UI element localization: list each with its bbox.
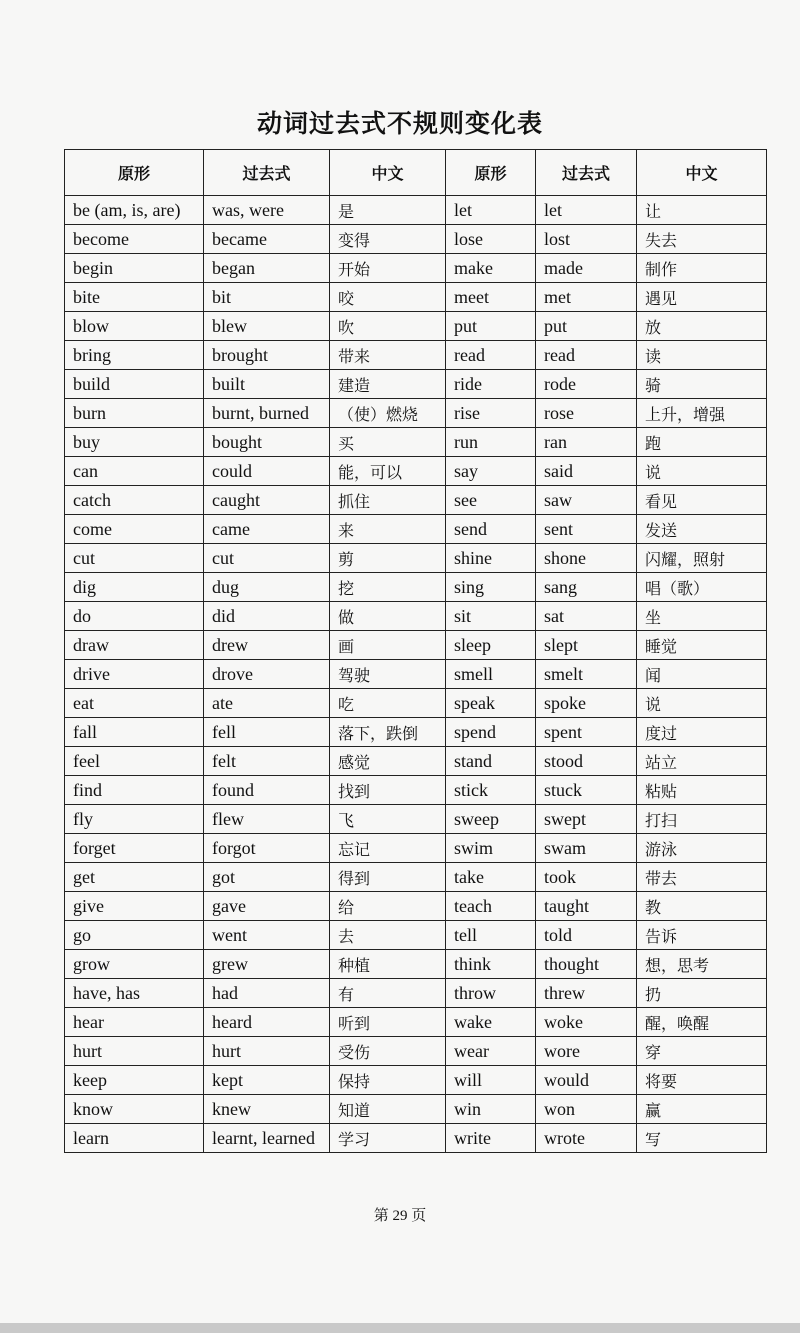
cell-past-tense: began [204, 254, 330, 283]
cell-chinese: 找到 [330, 776, 446, 805]
table-row [65, 1095, 767, 1124]
cell-chinese: 吃 [330, 689, 446, 718]
cell-base-form-2: teach [446, 892, 536, 921]
table-row [65, 283, 767, 312]
cell-past-tense-2: spent [536, 718, 637, 747]
table-row [65, 515, 767, 544]
cell-past-tense-2: said [536, 457, 637, 486]
cell-chinese: 学习 [330, 1124, 446, 1153]
cell-past-tense: was, were [204, 196, 330, 225]
cell-base-form: fall [65, 718, 204, 747]
cell-chinese: 买 [330, 428, 446, 457]
cell-base-form: have, has [65, 979, 204, 1008]
cell-past-tense-2: rose [536, 399, 637, 428]
cell-past-tense-2: stood [536, 747, 637, 776]
cell-base-form: buy [65, 428, 204, 457]
cell-past-tense: knew [204, 1095, 330, 1124]
cell-base-form: get [65, 863, 204, 892]
cell-chinese-2: 带去 [637, 863, 767, 892]
cell-base-form-2: rise [446, 399, 536, 428]
table-row [65, 486, 767, 515]
cell-chinese-2: 闻 [637, 660, 767, 689]
cell-past-tense: forgot [204, 834, 330, 863]
cell-chinese-2: 放 [637, 312, 767, 341]
cell-chinese-2: 扔 [637, 979, 767, 1008]
cell-past-tense-2: met [536, 283, 637, 312]
cell-past-tense-2: swam [536, 834, 637, 863]
cell-chinese: 能，可以 [330, 457, 446, 486]
cell-chinese: 飞 [330, 805, 446, 834]
cell-chinese-2: 写 [637, 1124, 767, 1153]
cell-base-form-2: will [446, 1066, 536, 1095]
cell-base-form: forget [65, 834, 204, 863]
cell-base-form: become [65, 225, 204, 254]
cell-base-form-2: think [446, 950, 536, 979]
table-row [65, 776, 767, 805]
cell-past-tense-2: spoke [536, 689, 637, 718]
cell-chinese-2: 闪耀，照射 [637, 544, 767, 573]
cell-past-tense-2: woke [536, 1008, 637, 1037]
table-row [65, 399, 767, 428]
cell-past-tense-2: stuck [536, 776, 637, 805]
cell-base-form-2: meet [446, 283, 536, 312]
cell-past-tense: burnt, burned [204, 399, 330, 428]
header-past-tense-2: 过去式 [536, 150, 637, 196]
cell-base-form-2: read [446, 341, 536, 370]
cell-chinese-2: 穿 [637, 1037, 767, 1066]
cell-chinese-2: 说 [637, 689, 767, 718]
cell-chinese-2: 游泳 [637, 834, 767, 863]
cell-base-form: learn [65, 1124, 204, 1153]
cell-base-form: do [65, 602, 204, 631]
cell-base-form: hear [65, 1008, 204, 1037]
cell-past-tense-2: won [536, 1095, 637, 1124]
table-row [65, 718, 767, 747]
header-chinese-2: 中文 [637, 150, 767, 196]
table-row [65, 370, 767, 399]
cell-chinese: （使）燃烧 [330, 399, 446, 428]
cell-past-tense: found [204, 776, 330, 805]
cell-chinese-2: 跑 [637, 428, 767, 457]
cell-base-form: burn [65, 399, 204, 428]
cell-past-tense: bought [204, 428, 330, 457]
cell-past-tense: fell [204, 718, 330, 747]
cell-chinese-2: 失去 [637, 225, 767, 254]
cell-chinese-2: 发送 [637, 515, 767, 544]
cell-past-tense: felt [204, 747, 330, 776]
cell-past-tense: built [204, 370, 330, 399]
table-row [65, 863, 767, 892]
cell-chinese-2: 站立 [637, 747, 767, 776]
cell-chinese-2: 制作 [637, 254, 767, 283]
cell-base-form-2: lose [446, 225, 536, 254]
cell-base-form-2: let [446, 196, 536, 225]
cell-base-form: cut [65, 544, 204, 573]
cell-past-tense-2: took [536, 863, 637, 892]
cell-past-tense: drew [204, 631, 330, 660]
cell-past-tense: blew [204, 312, 330, 341]
cell-chinese-2: 骑 [637, 370, 767, 399]
cell-base-form-2: sleep [446, 631, 536, 660]
cell-past-tense-2: lost [536, 225, 637, 254]
cell-past-tense-2: smelt [536, 660, 637, 689]
cell-past-tense-2: rode [536, 370, 637, 399]
cell-past-tense-2: threw [536, 979, 637, 1008]
cell-base-form-2: stick [446, 776, 536, 805]
cell-chinese: 落下，跌倒 [330, 718, 446, 747]
cell-past-tense: bit [204, 283, 330, 312]
cell-base-form-2: take [446, 863, 536, 892]
cell-base-form-2: see [446, 486, 536, 515]
cell-chinese: 得到 [330, 863, 446, 892]
cell-base-form-2: speak [446, 689, 536, 718]
cell-base-form-2: make [446, 254, 536, 283]
cell-chinese-2: 打扫 [637, 805, 767, 834]
cell-base-form: can [65, 457, 204, 486]
cell-chinese-2: 说 [637, 457, 767, 486]
table-row [65, 312, 767, 341]
cell-past-tense-2: made [536, 254, 637, 283]
cell-chinese: 是 [330, 196, 446, 225]
cell-base-form: draw [65, 631, 204, 660]
cell-past-tense: kept [204, 1066, 330, 1095]
cell-past-tense-2: taught [536, 892, 637, 921]
cell-chinese-2: 读 [637, 341, 767, 370]
cell-past-tense: cut [204, 544, 330, 573]
cell-chinese: 剪 [330, 544, 446, 573]
table-row [65, 1037, 767, 1066]
cell-chinese: 吹 [330, 312, 446, 341]
cell-past-tense: drove [204, 660, 330, 689]
cell-base-form: grow [65, 950, 204, 979]
cell-chinese-2: 粘贴 [637, 776, 767, 805]
cell-base-form: fly [65, 805, 204, 834]
cell-past-tense: could [204, 457, 330, 486]
cell-base-form-2: send [446, 515, 536, 544]
cell-base-form: come [65, 515, 204, 544]
cell-chinese: 感觉 [330, 747, 446, 776]
cell-chinese-2: 遇见 [637, 283, 767, 312]
cell-chinese: 变得 [330, 225, 446, 254]
cell-base-form-2: shine [446, 544, 536, 573]
cell-chinese: 听到 [330, 1008, 446, 1037]
cell-past-tense-2: wrote [536, 1124, 637, 1153]
cell-chinese-2: 唱（歌） [637, 573, 767, 602]
table-row [65, 1066, 767, 1095]
cell-chinese-2: 教 [637, 892, 767, 921]
cell-chinese: 种植 [330, 950, 446, 979]
table-row [65, 544, 767, 573]
cell-past-tense-2: thought [536, 950, 637, 979]
cell-chinese-2: 坐 [637, 602, 767, 631]
header-base-form-2: 原形 [446, 150, 536, 196]
table-row [65, 225, 767, 254]
cell-base-form: go [65, 921, 204, 950]
cell-chinese-2: 赢 [637, 1095, 767, 1124]
cell-past-tense-2: would [536, 1066, 637, 1095]
cell-past-tense-2: put [536, 312, 637, 341]
cell-chinese: 建造 [330, 370, 446, 399]
table-row [65, 1008, 767, 1037]
table-row [65, 341, 767, 370]
cell-base-form-2: sit [446, 602, 536, 631]
table-row [65, 805, 767, 834]
cell-past-tense: gave [204, 892, 330, 921]
cell-past-tense: dug [204, 573, 330, 602]
cell-chinese-2: 醒，唤醒 [637, 1008, 767, 1037]
cell-base-form: build [65, 370, 204, 399]
cell-chinese: 挖 [330, 573, 446, 602]
table-row [65, 834, 767, 863]
table-row [65, 921, 767, 950]
cell-chinese: 咬 [330, 283, 446, 312]
cell-chinese: 来 [330, 515, 446, 544]
cell-base-form-2: write [446, 1124, 536, 1153]
cell-base-form-2: tell [446, 921, 536, 950]
cell-chinese: 给 [330, 892, 446, 921]
table-row [65, 1124, 767, 1153]
table-row [65, 892, 767, 921]
table-body [65, 196, 767, 1153]
cell-past-tense: got [204, 863, 330, 892]
cell-past-tense-2: slept [536, 631, 637, 660]
cell-chinese-2: 看见 [637, 486, 767, 515]
cell-base-form: blow [65, 312, 204, 341]
cell-base-form: be (am, is, are) [65, 196, 204, 225]
table-row [65, 254, 767, 283]
cell-base-form-2: put [446, 312, 536, 341]
cell-base-form-2: win [446, 1095, 536, 1124]
cell-chinese: 有 [330, 979, 446, 1008]
cell-chinese: 知道 [330, 1095, 446, 1124]
header-chinese: 中文 [330, 150, 446, 196]
cell-base-form: dig [65, 573, 204, 602]
table-row [65, 428, 767, 457]
cell-base-form-2: wake [446, 1008, 536, 1037]
cell-base-form: know [65, 1095, 204, 1124]
cell-chinese: 保持 [330, 1066, 446, 1095]
cell-past-tense: heard [204, 1008, 330, 1037]
cell-chinese: 做 [330, 602, 446, 631]
page-title: 动词过去式不规则变化表 [256, 109, 543, 138]
cell-past-tense-2: saw [536, 486, 637, 515]
header-base-form: 原形 [65, 150, 204, 196]
table-row [65, 950, 767, 979]
cell-base-form-2: stand [446, 747, 536, 776]
table-row [65, 747, 767, 776]
cell-base-form: give [65, 892, 204, 921]
cell-base-form: bite [65, 283, 204, 312]
table-row [65, 660, 767, 689]
cell-past-tense: did [204, 602, 330, 631]
cell-past-tense-2: sat [536, 602, 637, 631]
page-number: 第 29 页 [373, 1208, 427, 1224]
cell-chinese: 驾驶 [330, 660, 446, 689]
cell-past-tense-2: swept [536, 805, 637, 834]
cell-chinese-2: 度过 [637, 718, 767, 747]
cell-base-form: eat [65, 689, 204, 718]
table-row [65, 457, 767, 486]
cell-base-form: find [65, 776, 204, 805]
cell-base-form-2: spend [446, 718, 536, 747]
cell-base-form-2: run [446, 428, 536, 457]
cell-chinese: 受伤 [330, 1037, 446, 1066]
cell-past-tense-2: read [536, 341, 637, 370]
cell-chinese: 画 [330, 631, 446, 660]
cell-past-tense-2: sang [536, 573, 637, 602]
cell-base-form-2: swim [446, 834, 536, 863]
cell-past-tense: brought [204, 341, 330, 370]
cell-past-tense: flew [204, 805, 330, 834]
cell-base-form: begin [65, 254, 204, 283]
cell-past-tense: ate [204, 689, 330, 718]
cell-chinese: 带来 [330, 341, 446, 370]
cell-past-tense-2: ran [536, 428, 637, 457]
cell-base-form: catch [65, 486, 204, 515]
cell-past-tense: caught [204, 486, 330, 515]
table-row [65, 602, 767, 631]
cell-chinese-2: 将要 [637, 1066, 767, 1095]
table-row [65, 979, 767, 1008]
cell-past-tense-2: wore [536, 1037, 637, 1066]
cell-past-tense: had [204, 979, 330, 1008]
cell-past-tense-2: let [536, 196, 637, 225]
table-row [65, 689, 767, 718]
cell-base-form-2: smell [446, 660, 536, 689]
cell-past-tense-2: shone [536, 544, 637, 573]
cell-chinese: 开始 [330, 254, 446, 283]
cell-past-tense-2: sent [536, 515, 637, 544]
cell-chinese-2: 让 [637, 196, 767, 225]
cell-base-form: hurt [65, 1037, 204, 1066]
cell-chinese: 忘记 [330, 834, 446, 863]
cell-base-form-2: throw [446, 979, 536, 1008]
cell-past-tense-2: told [536, 921, 637, 950]
table-header-row [65, 150, 767, 196]
cell-past-tense: came [204, 515, 330, 544]
verb-table [64, 149, 767, 1153]
header-past-tense: 过去式 [204, 150, 330, 196]
cell-base-form: keep [65, 1066, 204, 1095]
cell-past-tense: became [204, 225, 330, 254]
cell-base-form-2: sing [446, 573, 536, 602]
cell-chinese: 抓住 [330, 486, 446, 515]
cell-past-tense: learnt, learned [204, 1124, 330, 1153]
cell-chinese-2: 想，思考 [637, 950, 767, 979]
cell-base-form-2: sweep [446, 805, 536, 834]
cell-chinese-2: 睡觉 [637, 631, 767, 660]
cell-base-form-2: say [446, 457, 536, 486]
cell-chinese: 去 [330, 921, 446, 950]
cell-chinese-2: 上升，增强 [637, 399, 767, 428]
cell-base-form-2: ride [446, 370, 536, 399]
table-row [65, 573, 767, 602]
cell-base-form-2: wear [446, 1037, 536, 1066]
bottom-edge-band [0, 1323, 800, 1333]
cell-chinese-2: 告诉 [637, 921, 767, 950]
cell-past-tense: hurt [204, 1037, 330, 1066]
cell-base-form: feel [65, 747, 204, 776]
cell-base-form: bring [65, 341, 204, 370]
cell-past-tense: grew [204, 950, 330, 979]
cell-base-form: drive [65, 660, 204, 689]
table-row [65, 196, 767, 225]
table-row [65, 631, 767, 660]
cell-past-tense: went [204, 921, 330, 950]
